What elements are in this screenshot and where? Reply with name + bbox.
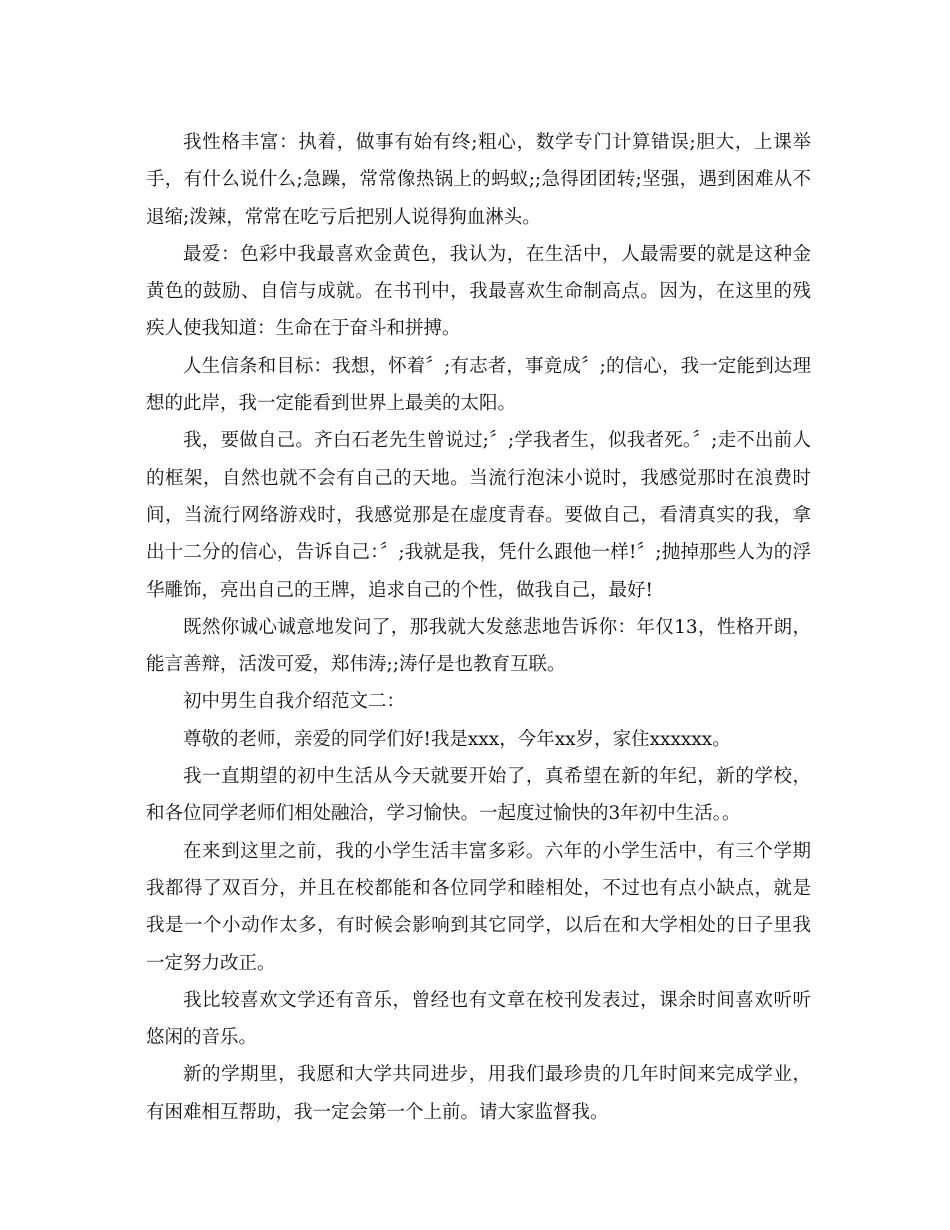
- paragraph-hobbies: 我比较喜欢文学还有音乐，曾经也有文章在校刊发表过，课余时间喜欢听听悠闲的音乐。: [146, 989, 811, 1049]
- paragraph-favorites: 最爱：色彩中我最喜欢金黄色，我认为，在生活中，人最需要的就是这种金黄色的鼓励、自信与成就。在书刊中，我最喜欢生命制高点。因为，在这里的残疾人使我知道：生命在于奋斗和拼搏。: [146, 243, 811, 340]
- paragraph-personality: 我性格丰富：执着，做事有始有终;粗心，数学专门计算错误;胆大，上课举手，有什么说什么;急躁，常常像热锅上的蚂蚁;;急得团团转;坚强，遇到困难从不退缩;泼辣，常常在吃亏后把别人说得狗血淋头。: [146, 132, 812, 228]
- paragraph-self-intro: 既然你诚心诚意地发问了，那我就大发慈悲地告诉你：年仅13，性格开朗，能言善辩，活泼可爱，郑伟涛;;涛仔是也教育互联。: [146, 616, 811, 676]
- paragraph-primary-school: 在来到这里之前，我的小学生活丰富多彩。六年的小学生活中，有三个学期我都得了双百分，并且在校都能和各位同学和睦相处，不过也有点小缺点，就是我是一个小动作太多，有时候会影响到其它同学，以后在和大学相处的日子里我一定努力改正。: [146, 840, 811, 974]
- document-body: [146, 124, 811, 1131]
- paragraph-expectation: 我一直期望的初中生活从今天就要开始了，真希望在新的年纪，新的学校，和各位同学老师们相处融洽，学习愉快。一起度过愉快的3年初中生活。。: [146, 766, 811, 825]
- paragraph-be-myself: 我，要做自己。齐白石老先生曾说过;〞;学我者生，似我者死。〞;走不出前人的框架，自然也就不会有自己的天地。当流行泡沫小说时，我感觉那时在浪费时间，当流行网络游戏时，我感觉那是在虚度青春。要做自己，看清真实的我，拿出十二分的信心，告诉自己：〞;我就是我，凭什么跟他一样!〞;抛掉那些人为的浮华雕饰，亮出自己的王牌，追求自己的个性，做我自己，最好!: [146, 430, 811, 601]
- paragraph-greeting: 尊敬的老师，亲爱的同学们好!我是xxx，今年xx岁，家住xxxxxx。: [183, 728, 731, 750]
- paragraph-new-semester: 新的学期里，我愿和大学共同进步，用我们最珍贵的几年时间来完成学业，有困难相互帮助，我一定会第一个上前。请大家监督我。: [146, 1064, 811, 1123]
- section-heading-sample-two: 初中男生自我介绍范文二：: [183, 691, 406, 713]
- paragraph-life-motto: 人生信条和目标：我想，怀着〞;有志者，事竟成〞;的信心，我一定能到达理想的此岸，我一定能看到世界上最美的太阳。: [146, 355, 811, 415]
